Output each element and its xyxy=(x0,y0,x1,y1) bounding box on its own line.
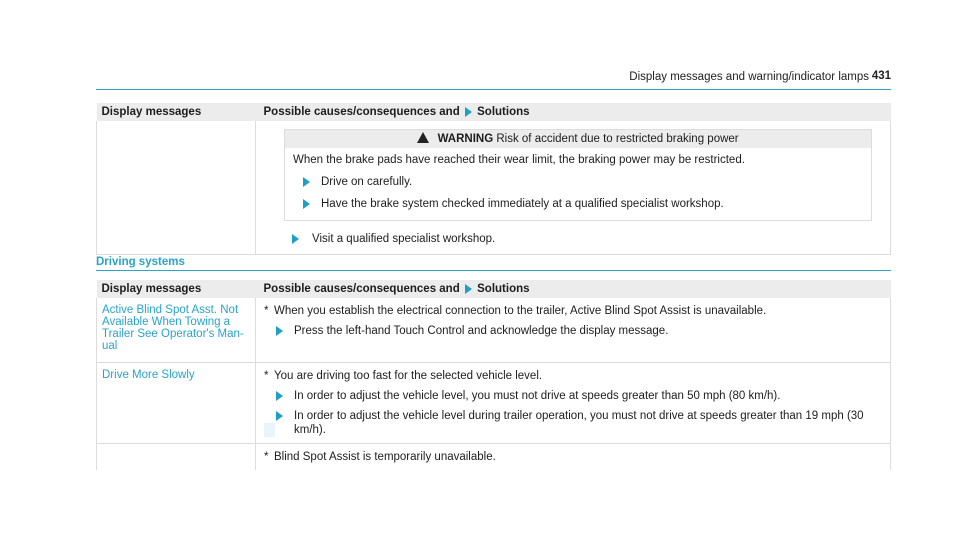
arrow-right-icon xyxy=(465,284,472,294)
table-header-display-messages: Display messages xyxy=(97,280,256,298)
warning-box xyxy=(284,129,872,221)
warning-step: Have the brake system checked immediately at a qualified specialist workshop. xyxy=(293,197,863,211)
arrow-right-icon xyxy=(292,234,299,244)
warning-body-text: When the brake pads have reached their wear limit, the braking power may be restricted. xyxy=(293,154,745,166)
arrow-right-icon xyxy=(303,177,310,187)
table-header-causes: Possible causes/consequences and Solutions xyxy=(256,280,891,298)
warning-icon xyxy=(417,132,429,143)
table-cell-causes xyxy=(256,298,891,363)
table-header-display-messages: Display messages xyxy=(97,103,256,121)
cause-item: * Blind Spot Assist is temporarily unavailable. xyxy=(264,451,496,463)
solution-step: Press the left-hand Touch Control and acknowledge the display message. xyxy=(264,324,882,338)
section-title: Driving systems xyxy=(96,256,891,271)
table-row xyxy=(97,363,891,444)
table-row xyxy=(97,298,891,363)
page-header-title: Display messages and warning/indicator lamps xyxy=(629,71,869,83)
warning-text: Risk of accident due to restricted braking power xyxy=(496,133,739,145)
page-number: 431 xyxy=(871,70,891,82)
display-message-text: Drive More Slowly xyxy=(97,363,256,444)
table-cell-message xyxy=(97,121,256,255)
display-message-text: Active Blind Spot Asst. Not Available When Towing a Trailer See Operator's Man- ual xyxy=(97,298,256,363)
cause-item: * You are driving too fast for the selected vehicle level. xyxy=(264,370,543,382)
table-cell-causes xyxy=(256,121,891,255)
warning-step: Drive on carefully. xyxy=(293,175,863,189)
table-cell-causes xyxy=(256,363,891,444)
arrow-right-icon xyxy=(276,411,283,421)
cause-item: * When you establish the electrical connection to the trailer, Active Blind Spot Assist is unavailable. xyxy=(264,305,767,317)
table-header-causes: Possible causes/consequences and Solutions xyxy=(256,103,891,121)
arrow-right-icon xyxy=(276,326,283,336)
warning-header xyxy=(285,130,871,148)
solution-step: Visit a qualified specialist workshop. xyxy=(264,232,882,246)
arrow-right-icon xyxy=(465,107,472,117)
page-header xyxy=(96,68,891,90)
warning-body xyxy=(285,148,871,220)
table-row xyxy=(97,444,891,471)
solution-step: In order to adjust the vehicle level during trailer operation, you must not drive at speeds greater than 19 mph (30 km/h). xyxy=(264,409,882,437)
warning-label: WARNING xyxy=(437,133,494,145)
solution-step: In order to adjust the vehicle level, you must not drive at speeds greater than 50 mph (80 km/h). xyxy=(264,389,882,403)
arrow-right-icon xyxy=(303,199,310,209)
arrow-right-icon xyxy=(276,391,283,401)
display-message-text xyxy=(97,444,256,471)
messages-table-brakes xyxy=(96,103,891,255)
messages-table-driving-systems xyxy=(96,280,891,470)
table-cell-causes xyxy=(256,444,891,471)
